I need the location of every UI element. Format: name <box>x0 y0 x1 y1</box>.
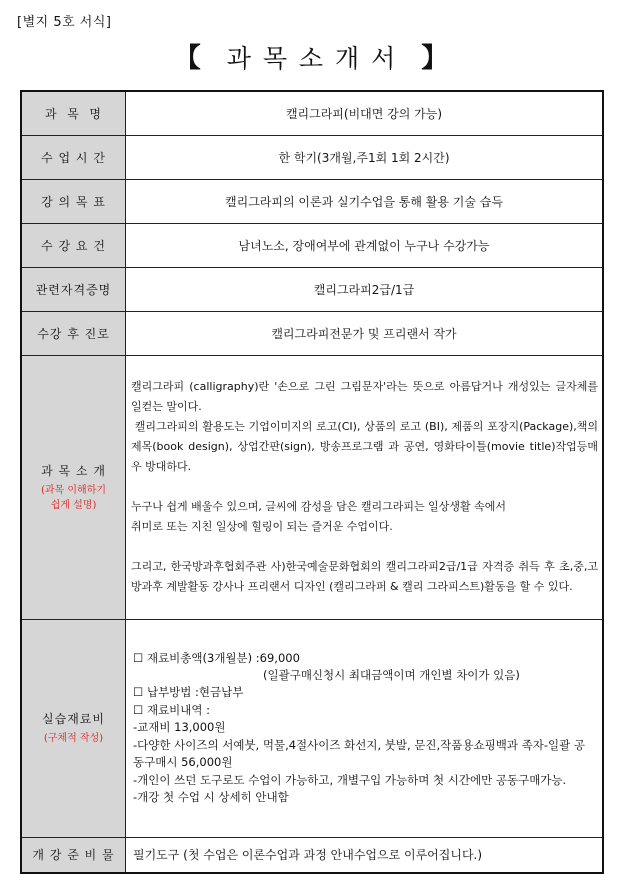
materials-line-guide: -개강 첫 수업 시 상세히 안내함 <box>133 789 289 804</box>
title-bracket-close: 】 <box>421 43 451 74</box>
materials-line-supplies: -다양한 사이즈의 서예붓, 먹물,4절사이즈 화선지, 붓발, 문진,작품용쇼핑백과 족자-일괄 공동구매시 56,000원 <box>133 737 585 770</box>
materials-line-breakdown: ☐ 재료비내역 : <box>133 702 211 717</box>
row-certificate <box>21 267 603 311</box>
label-certificate: 관련자격증명 <box>21 267 126 311</box>
intro-paragraph-1: 캘리그라피 (calligraphy)란 '손으로 그린 그림문자'라는 뜻으로 아름답거나 개성있는 글자체를 일컫는 말이다. <box>131 380 598 413</box>
label-materials-sub: (구체적 작성) <box>43 733 104 744</box>
intro-paragraph-3a: 누구나 쉽게 배울수 있으며, 글씨에 감성을 담은 캘리그라피는 일상생활 속에서 <box>131 500 506 513</box>
value-goal: 캘리그라피의 이론과 실기수업을 통해 활용 기술 습득 <box>126 179 604 223</box>
label-goal: 강 의 목 표 <box>21 179 126 223</box>
form-label: [별지 5호 서식] <box>17 15 112 30</box>
value-requirement: 남녀노소, 장애여부에 관계없이 누구나 수강가능 <box>126 223 604 267</box>
value-prep: 필기도구 (첫 수업은 이론수업과 과정 안내수업으로 이루어집니다.) <box>126 837 604 873</box>
row-materials <box>21 619 603 837</box>
label-intro-sub <box>22 483 125 513</box>
label-materials-cell <box>21 619 126 837</box>
materials-line-payment: ☐ 납부방법 :현금납부 <box>133 685 244 700</box>
intro-paragraph-3b: 취미로 또는 지친 일상에 힐링이 되는 즐거운 수업이다. <box>131 520 393 533</box>
row-intro <box>21 355 603 619</box>
label-intro-sub-2: 쉽게 설명) <box>50 499 97 511</box>
row-goal <box>21 179 603 223</box>
page-title <box>0 36 624 75</box>
value-career: 캘리그라피전문가 및 프리랜서 작가 <box>126 311 604 355</box>
label-prep: 개 강 준 비 물 <box>21 837 126 873</box>
intro-paragraph-4: 그리고, 한국방과후협회주관 사)한국예술문화협회의 캘리그라피2급/1급 자격증 취득 후 초,중,고 방과후 계발활동 강사나 프리랜서 디자인 (캘리그라퍼 & 캘리 그라피스트)활동을 할 수 있다. <box>131 560 598 593</box>
materials-line-own-tools: -개인이 쓰던 도구로도 수업이 가능하고, 개별구입 가능하며 첫 시간에만 공동구매가능. <box>133 772 567 787</box>
row-career <box>21 311 603 355</box>
title-bracket-open: 【 <box>173 43 203 74</box>
value-certificate: 캘리그라피2급/1급 <box>126 267 604 311</box>
row-requirement <box>21 223 603 267</box>
row-class-time <box>21 135 603 179</box>
label-course-name: 과 목 명 <box>21 91 126 135</box>
title-text: 과 목 소 개 서 <box>226 44 398 73</box>
intro-paragraph-2: 캘리그라피의 활용도는 기업이미지의 로고(CI), 상품의 로고 (BI), 제품의 포장지(Package),책의 제목(book design), 상업간판(sign), 방송프로그램 과 공연, 영화타이틀(movie title)작업등매우 방대하다. <box>131 420 602 473</box>
intro-text <box>126 355 604 619</box>
course-table <box>20 90 604 874</box>
label-materials: 실습재료비 <box>42 712 105 726</box>
row-prep <box>21 837 603 873</box>
row-course-name <box>21 91 603 135</box>
label-career: 수강 후 진로 <box>21 311 126 355</box>
value-course-name: 캘리그라피(비대면 강의 가능) <box>126 91 604 135</box>
label-class-time: 수 업 시 간 <box>21 135 126 179</box>
label-intro: 과 목 소 개 <box>41 463 106 478</box>
label-intro-sub-1: (과목 이해하기 <box>40 484 107 496</box>
materials-text <box>126 619 604 837</box>
materials-line-textbook: -교재비 13,000원 <box>133 720 226 735</box>
label-requirement: 수 강 요 건 <box>21 223 126 267</box>
label-intro-cell <box>21 355 126 619</box>
value-class-time: 한 학기(3개월,주1회 1회 2시간) <box>126 135 604 179</box>
materials-line-total: ☐ 재료비총액(3개월분) :69,000 <box>133 650 300 665</box>
materials-line-note: (일괄구매신청시 최대금액이며 개인별 차이가 있음) <box>263 668 520 683</box>
